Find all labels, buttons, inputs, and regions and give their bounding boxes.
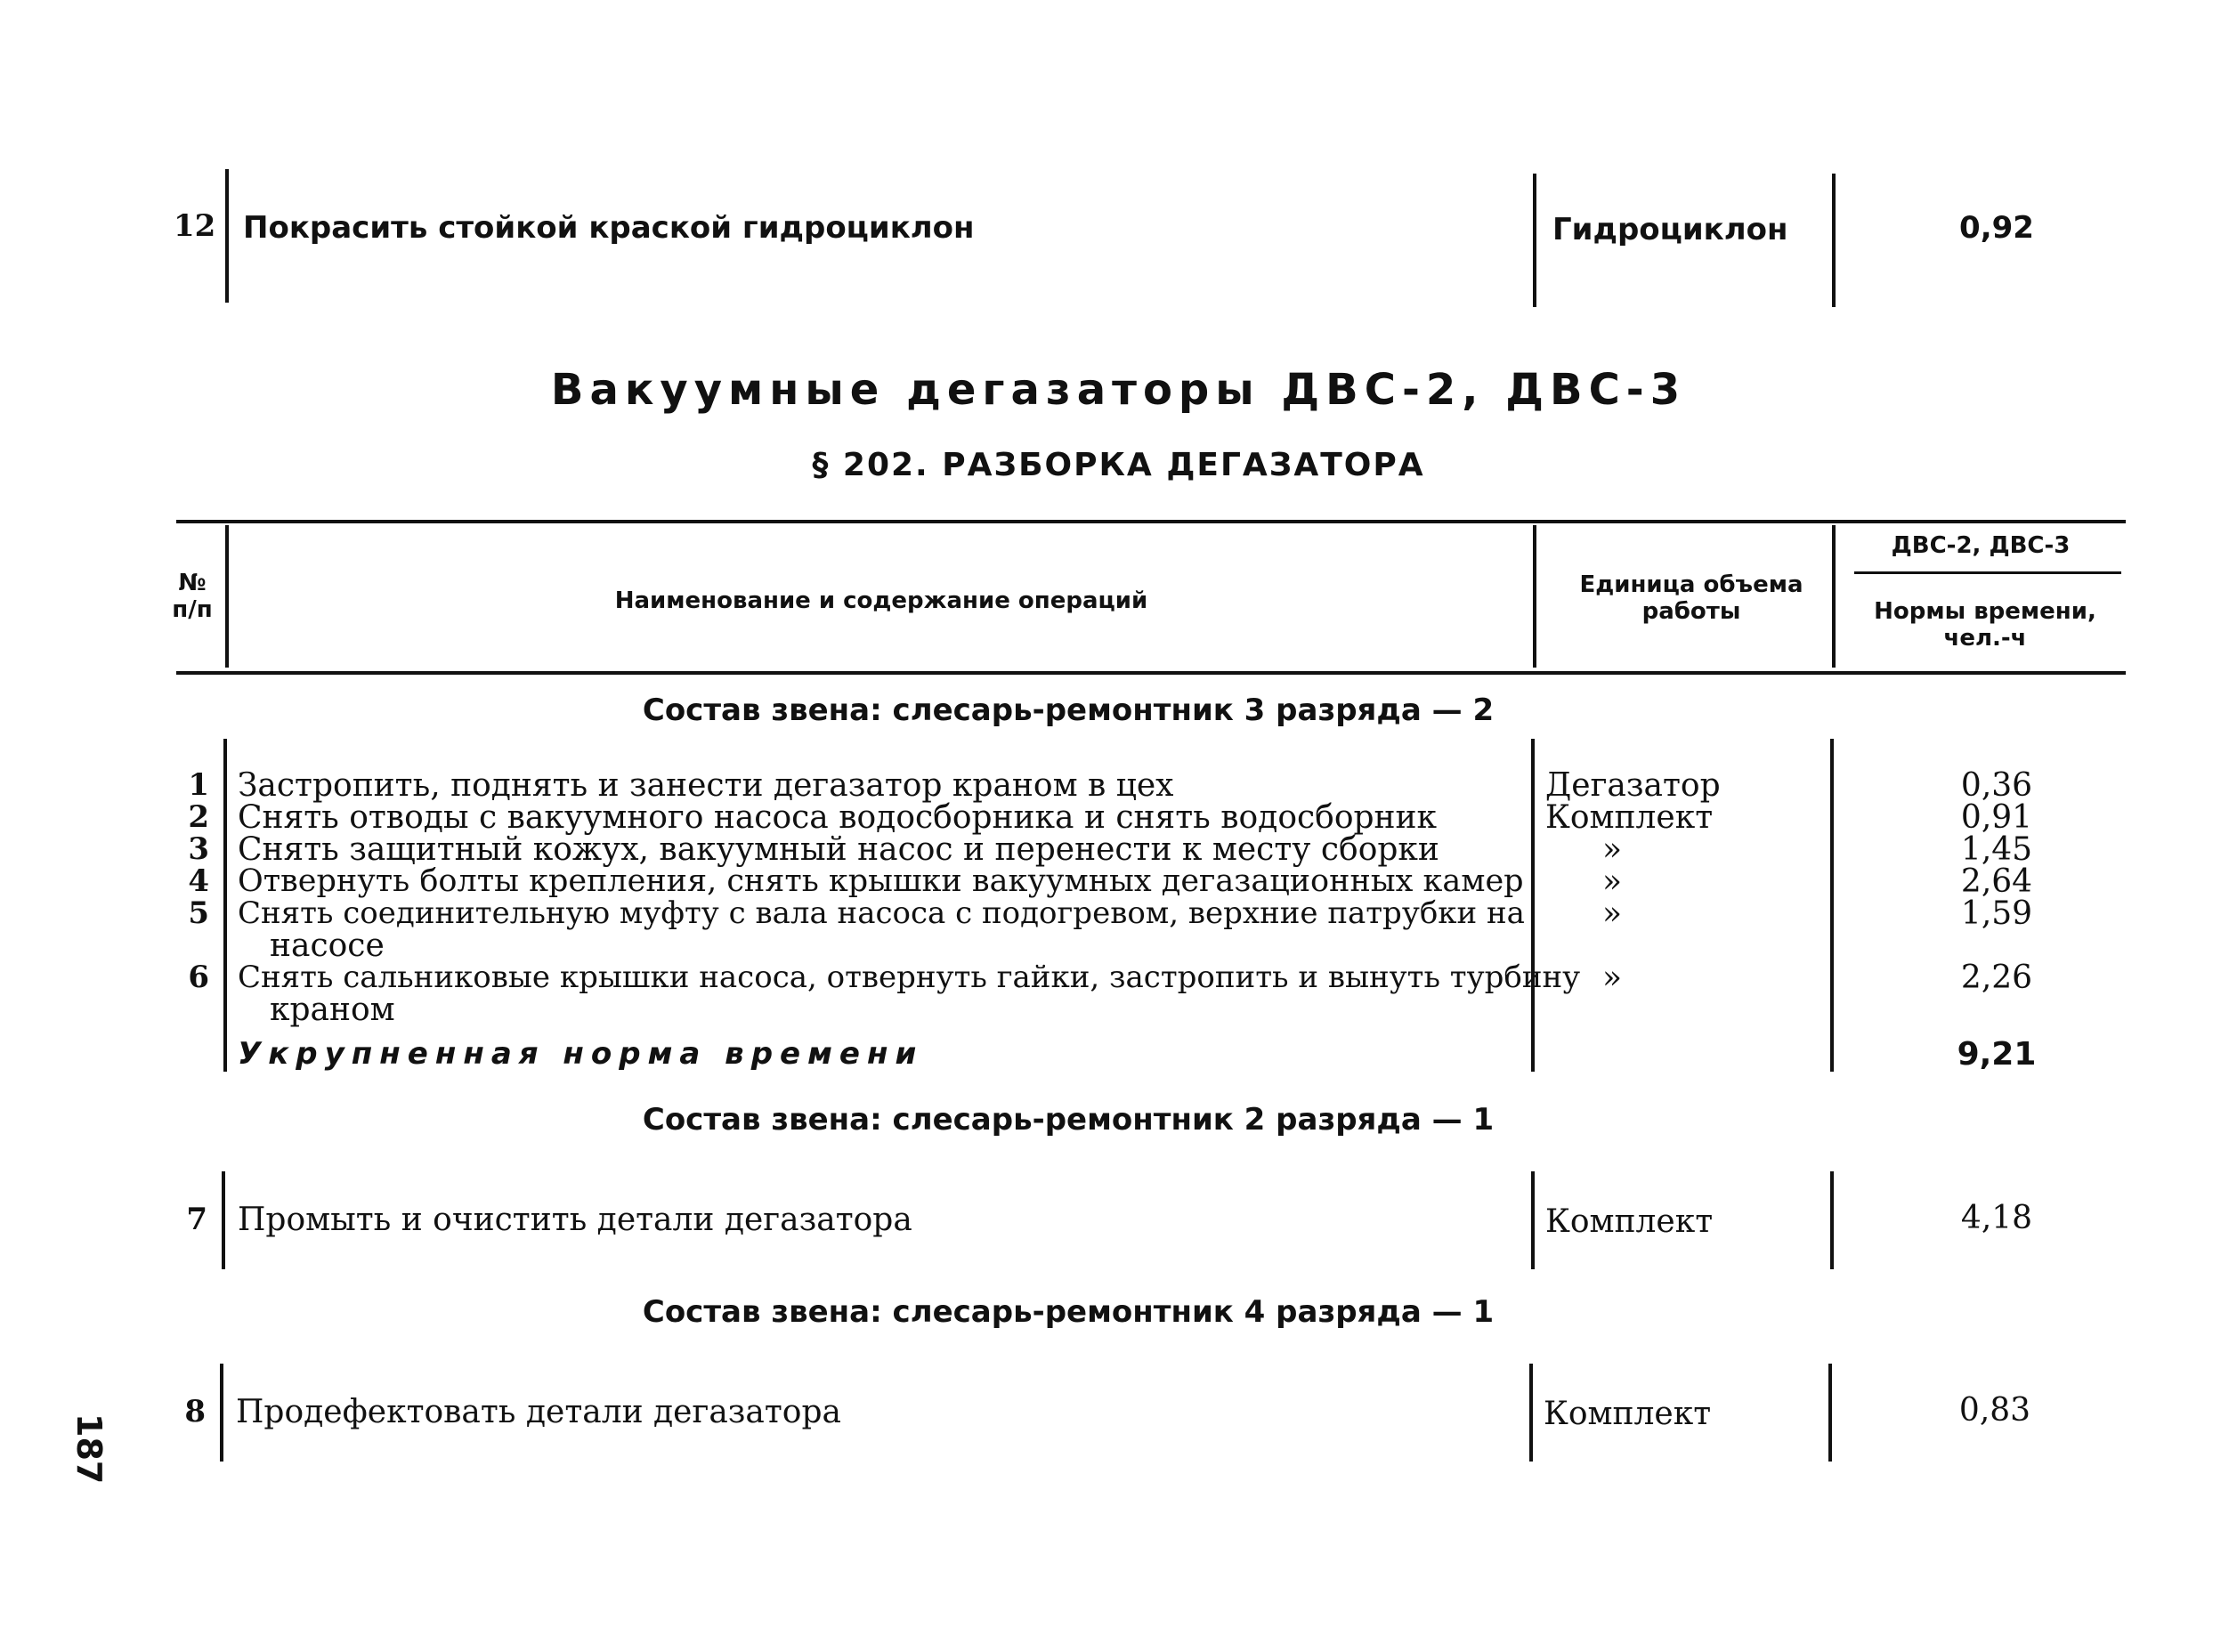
unit-text: Комплект	[1544, 1396, 1712, 1432]
unit-text: »	[1602, 863, 1623, 900]
norm-value: 0,83	[1958, 1392, 2031, 1429]
row-number: 4	[188, 863, 209, 899]
column-divider	[222, 1171, 225, 1269]
column-divider	[1832, 174, 1836, 307]
unit-text: »	[1602, 960, 1623, 996]
operation-text-continued: насосе	[270, 927, 385, 964]
column-divider	[1533, 174, 1536, 307]
operation-text-continued: краном	[270, 992, 395, 1028]
norm-value: 0,92	[1959, 210, 2034, 246]
header-unit: Единица объема работы	[1579, 571, 1803, 625]
unit-text: »	[1602, 895, 1623, 932]
row-number: 5	[188, 895, 209, 931]
header-operation: Наименование и содержание операций	[614, 587, 1148, 614]
norm-value: 4,18	[1960, 1200, 2033, 1236]
header-model: ДВС-2, ДВС-3	[1891, 532, 2071, 559]
column-divider	[1529, 1364, 1533, 1462]
operation-text: Продефектовать детали дегазатора	[236, 1394, 841, 1430]
operation-text: Покрасить стойкой краской гидроциклон	[243, 210, 975, 246]
norm-value: 2,26	[1960, 960, 2033, 996]
norm-value: 1,59	[1960, 895, 2033, 932]
operation-text: Отвернуть болты крепления, снять крышки вакуумных дегазационных камер	[238, 863, 1524, 899]
unit-text: »	[1602, 831, 1623, 868]
page-number: 187	[69, 1413, 109, 1485]
row-number: 6	[188, 960, 209, 995]
column-divider	[1830, 739, 1834, 1072]
header-sub-rule	[1854, 571, 2121, 574]
row-number: 3	[188, 831, 209, 867]
norm-value: 1,45	[1960, 831, 2033, 868]
unit-text: Комплект	[1545, 799, 1714, 836]
total-value: 9,21	[1957, 1036, 2037, 1073]
header-top-rule	[176, 520, 2126, 523]
header-norm: Нормы времени, чел.-ч	[1874, 598, 2096, 652]
operation-text: Снять сальниковые крышки насоса, отвернуть гайки, застропить и вынуть турбину	[238, 960, 1581, 995]
section-title: Вакуумные дегазаторы ДВС-2, ДВС-3	[550, 365, 1687, 415]
brigade-composition: Состав звена: слесарь-ремонтник 4 разряда — 1	[642, 1294, 1495, 1330]
row-number: 2	[188, 799, 209, 835]
row-number: 8	[184, 1394, 206, 1429]
header-num: № п/п	[172, 570, 213, 623]
column-divider	[1533, 525, 1536, 668]
row-number: 1	[188, 767, 209, 803]
column-divider	[1830, 1171, 1834, 1269]
operation-text: Промыть и очистить детали дегазатора	[238, 1202, 912, 1238]
column-divider	[1531, 739, 1535, 1072]
column-divider	[1832, 525, 1836, 668]
operation-text: Застропить, поднять и занести дегазатор краном в цех	[238, 767, 1174, 804]
norm-value: 0,36	[1960, 767, 2033, 804]
column-divider	[220, 1364, 223, 1462]
operation-text: Снять защитный кожух, вакуумный насос и перенести к месту сборки	[238, 831, 1439, 868]
unit-text: Дегазатор	[1545, 767, 1721, 804]
column-divider	[1531, 1171, 1535, 1269]
column-divider	[223, 739, 227, 1072]
column-divider	[225, 525, 229, 668]
operation-text: Снять отводы с вакуумного насоса водосборника и снять водосборник	[238, 799, 1438, 836]
brigade-composition: Состав звена: слесарь-ремонтник 3 разряда — 2	[642, 692, 1495, 728]
unit-text: Комплект	[1545, 1203, 1714, 1240]
brigade-composition: Состав звена: слесарь-ремонтник 2 разряда — 1	[642, 1102, 1495, 1138]
row-number: 12	[174, 208, 216, 244]
column-divider	[225, 169, 229, 303]
column-divider	[1828, 1364, 1832, 1462]
header-bottom-rule	[176, 671, 2126, 675]
operation-text: Снять соединительную муфту с вала насоса с подогревом, верхние патрубки на	[238, 895, 1525, 931]
paragraph-title: § 202. РАЗБОРКА ДЕГАЗАТОРА	[812, 447, 1425, 483]
row-number: 7	[186, 1202, 207, 1237]
norm-value: 2,64	[1960, 863, 2033, 900]
total-label: Укрупненная норма времени	[238, 1036, 924, 1072]
unit-text: Гидроциклон	[1552, 212, 1788, 247]
norm-value: 0,91	[1960, 799, 2033, 836]
